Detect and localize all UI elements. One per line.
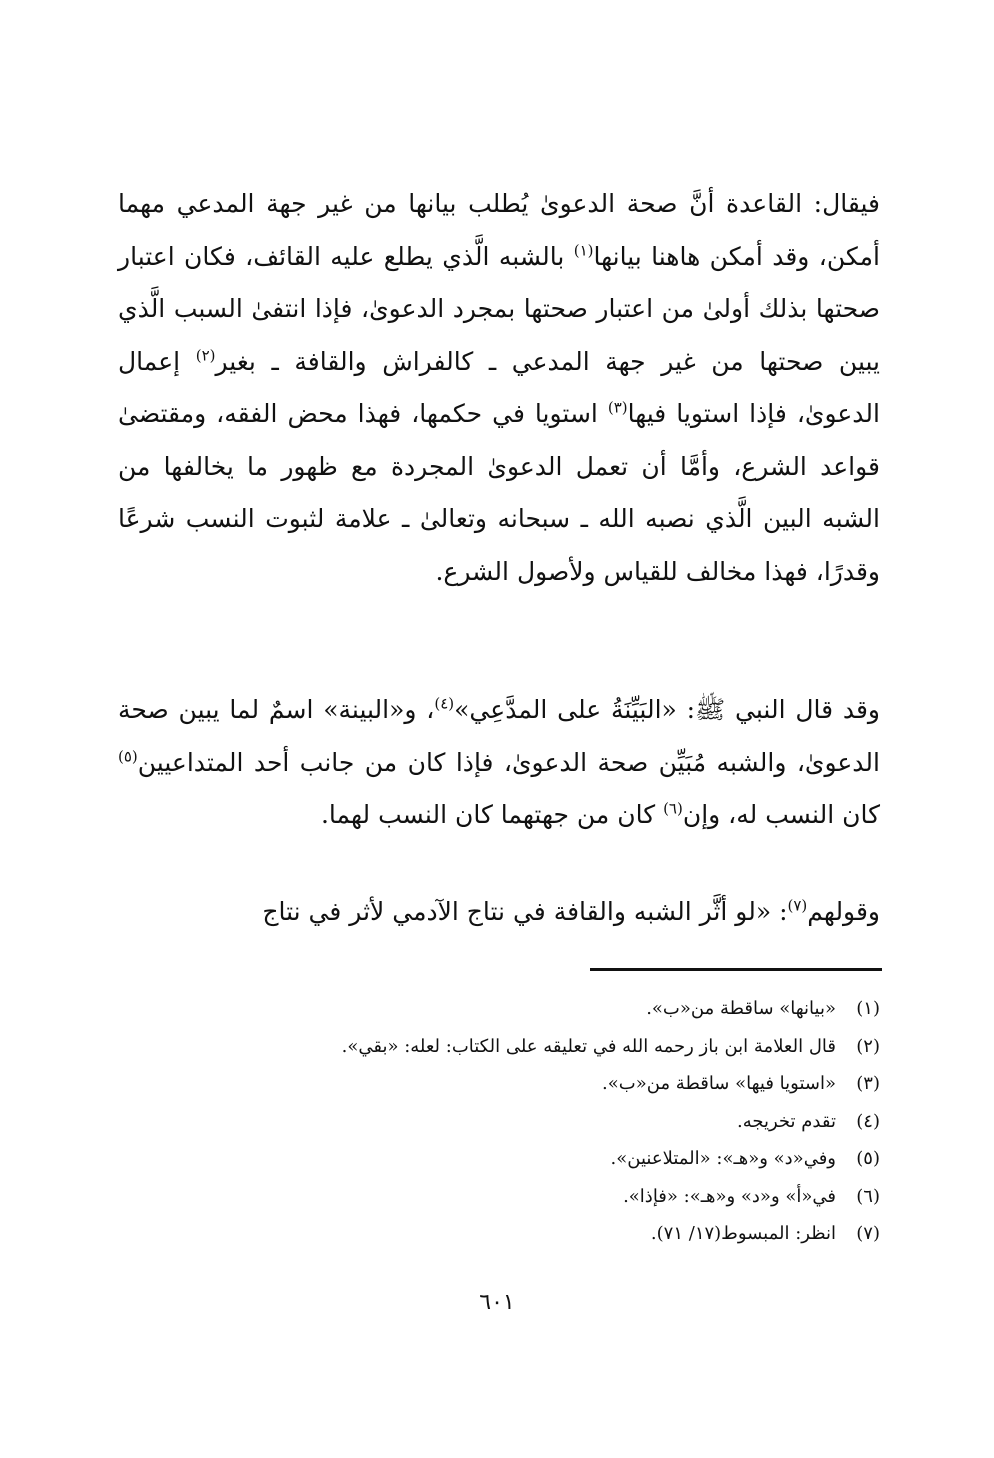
footnote-number: (٦) <box>856 1185 880 1207</box>
text-run: بالشبه الَّذي يطلع عليه القائف، فكان اعتبار صحتها بذلك أولىٰ من اعتبار صحتها بمجرد الدعوىٰ، فإذا انتفىٰ السبب الَّذي يبين صحتها من غير جهة المدعي ـ كالفراش والقافة ـ بغير <box>118 241 880 376</box>
footnote-number: (٧) <box>856 1223 880 1244</box>
footnote-marker: (٤) <box>434 694 455 713</box>
paragraph-1 <box>118 178 880 598</box>
footnote-text: في«أ» و«د» و«هـ»: «فإذا». <box>623 1185 836 1207</box>
footnote-text: تقدم تخريجه. <box>737 1110 836 1132</box>
text-run: وقولهم <box>807 897 880 926</box>
footnote-number: (٣) <box>856 1073 880 1094</box>
footnote-marker: (٦) <box>663 799 683 818</box>
footnotes-list <box>180 990 880 1253</box>
text-run: : «لو أثَّر الشبه والقافة في نتاج الآدمي لأثر في نتاج <box>262 897 788 926</box>
page-number: ٦٠١ <box>479 1290 515 1315</box>
footnote-item <box>180 1178 880 1216</box>
text-run: وقد قال النبي ﷺ: «البَيِّنَةُ على المدَّعِي» <box>454 695 880 724</box>
text-run: كان النسب له، وإن <box>682 800 880 829</box>
footnote-marker: (٣) <box>607 398 628 417</box>
footnote-number: (١) <box>856 998 880 1019</box>
paragraph-2 <box>118 684 880 842</box>
footnote-item <box>180 1140 880 1178</box>
text-run: كان من جهتهما كان النسب لهما. <box>320 800 664 829</box>
footnote-number: (٤) <box>856 1110 880 1132</box>
footnote-text: «بيانها» ساقطة من«ب». <box>646 998 836 1019</box>
footnote-item <box>180 1028 880 1066</box>
footnote-marker: (٥) <box>118 747 138 766</box>
footnote-marker: (١) <box>573 241 594 260</box>
footnote-item <box>180 1215 880 1253</box>
text-run: ، و«البينة» اسمٌ لما يبين صحة الدعوىٰ، والشبه مُبَيِّن صحة الدعوىٰ، فإذا كان من جانب أحد المتداعيين <box>118 695 880 777</box>
footnote-text: «استويا فيها» ساقطة من«ب». <box>602 1073 836 1094</box>
footnote-number: (٢) <box>856 1035 880 1057</box>
text-run: فيقال: القاعدة أنَّ صحة الدعوىٰ يُطلب بيانها من غير جهة المدعي مهما أمكن، وقد أمكن هاهنا بيانها <box>118 189 881 271</box>
footnote-number: (٥) <box>856 1148 880 1169</box>
footnote-marker: (٧) <box>787 896 808 915</box>
footnote-item <box>180 990 880 1028</box>
footnote-text: انظر: المبسوط(١٧/ ٧١). <box>650 1223 836 1244</box>
text-run: استويا في حكمها، فهذا محض الفقه، ومقتضىٰ قواعد الشرع، وأمَّا أن تعمل الدعوىٰ المجردة مع ظهور ما يخالفها من الشبه البين الَّذي نصبه الله ـ سبحانه وتعالىٰ ـ علامة لثبوت النسب شرعًا وقدرًا، فهذا مخالف للقياس ولأصول الشرع. <box>118 399 880 586</box>
text-run: إعمال الدعوىٰ، فإذا استويا فيها <box>118 346 880 428</box>
footnote-item <box>180 1065 880 1103</box>
footnote-text: وفي«د» و«هـ»: «المتلاعنين». <box>610 1148 836 1169</box>
footnote-separator <box>590 968 882 971</box>
footnote-item <box>180 1103 880 1141</box>
footnote-text: قال العلامة ابن باز رحمه الله في تعليقه على الكتاب: لعله: «بقي». <box>341 1035 836 1057</box>
paragraph-3 <box>118 886 880 939</box>
footnote-marker: (٢) <box>195 346 216 365</box>
